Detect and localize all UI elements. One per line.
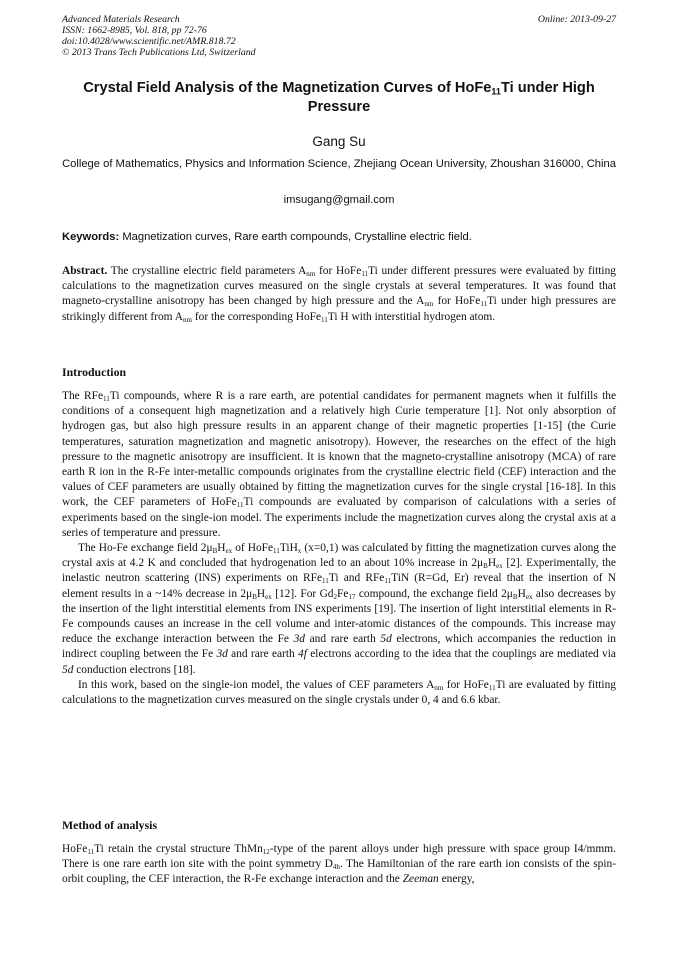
intro-paragraph-1: The RFe$_{11}$Ti compounds, where R is a rare earth, are potential candidates for permanent magnets when it fulfills the conditions of a consequent high magnetization and a relatively high Curie temperature [1]. Not only absorption of hydrogen gas, but also high pressure results in an apparent change of their magnetic properties [1-15] (the Curie temperatures, saturation magnetization and magnetic anisotropy). However, the researches on the effect of the high pressure to the magnetic anisotropy are insufficient. It is known that the magneto-crystalline anisotropy (MCA) of rare earth R ion in the R-Fe inter-metallic compounds originates from the crystalline electric field (CEF) interaction and the values of CEF parameters are usually obtained by fitting the magnetization curves for the single crystal [16-18]. In this work, the CEF parameters of HoFe$_{11}$Ti compounds are evaluated by comparison of calculations with a series of experiments based on the single-ion model. The experiments include the magnetization curves along the crystal axis at a series of temperature and pressure. <box>62 390 616 539</box>
issn-line: ISSN: 1662-8985, Vol. 818, pp 72-76 <box>62 25 207 36</box>
doi-line: doi:10.4028/www.scientific.net/AMR.818.72 <box>62 36 236 47</box>
paper-title: Crystal Field Analysis of the Magnetization Curves of HoFe$_{11}$Ti under High Pressure <box>83 80 595 115</box>
intro-paragraph-3: In this work, based on the single-ion model, the values of CEF parameters $A_{nm}$ for HoFe$_{11}$Ti are evaluated by fitting calculations to the magnetization curves measured on the single crystals under 0, 4 and 6.6 kbar. <box>62 678 616 707</box>
abstract-label: Abstract. <box>62 265 108 277</box>
method-heading: Method of analysis <box>62 818 158 832</box>
intro-paragraph-2: The Ho-Fe exchange field $2\mu_BH_{ex}$ of HoFe$_{11}$TiH$_x$ (x=0,1) was calculated by fitting the magnetization curves along the crystal axis at 4.2 K and concluded that hydrogenation led to an about 10% increase in $2\mu_BH_{ex}$ [2]. Experimentally, the inelastic neutron scattering (INS) experiments on RFe$_{11}$Ti and RFe$_{11}$TiN (R=Gd, Er) reveal that the insertion of N element results in a ~14% decrease in $2\mu_BH_{ex}$ [12]. For $Gd_2Fe_{17}$ compound, the exchange field $2\mu_BH_{ex}$ also decreases by the insertion of the light interstitial elements from INS experiments [19]. The insertion of light interstitial elements in R-Fe compounds causes an increase in the cell volume and inter-atomic distances of the compounds. This increase may reduce the exchange interaction between the Fe 3d and rare earth 5d electrons, which accompanies the reduction in indirect coupling between the Fe 3d and rare earth 4f electrons according to the idea that the couplings are mediated via 5d conduction electrons [18]. <box>62 542 616 676</box>
author-affiliation: College of Mathematics, Physics and Information Science, Zhejiang Ocean University, Zhoushan 316000, China <box>62 158 616 170</box>
keywords-line <box>62 230 616 245</box>
keywords-text: Magnetization curves, Rare earth compounds, Crystalline electric field. <box>122 231 472 243</box>
online-date: Online: 2013-09-27 <box>537 14 616 25</box>
method-body <box>62 842 616 888</box>
abstract-paragraph: Abstract. The crystalline electric field parameters $A_{nm}$ for HoFe$_{11}$Ti under different pressures were evaluated by fitting calculations to the magnetization curves measured on the single crystals at several temperatures. It was found that magneto-crystalline anisotropy has been changed by high pressure and the $A_{nm}$ for HoFe$_{11}$Ti under high pressures are strikingly different from $A_{nm}$ for the corresponding HoFe$_{11}$Ti H with interstitial hydrogen atom. <box>62 265 616 324</box>
author-email: imsugang@gmail.com <box>283 194 395 206</box>
author-name: Gang Su <box>312 134 366 149</box>
introduction-heading: Introduction <box>62 365 127 379</box>
method-paragraph-1: HoFe$_{11}$Ti retain the crystal structure ThMn$_{12}$-type of the parent alloys under high pressure with space group I4/mmm. There is one rare earth ion site with the point symmetry $D_{4h}$. The Hamiltonian of the rare earth ion consists of the spin-orbit coupling, the CEF interaction, the R-Fe exchange interaction and the Zeeman energy, <box>62 843 616 886</box>
journal-header <box>62 14 616 58</box>
journal-name: Advanced Materials Research <box>62 14 180 25</box>
introduction-body <box>62 389 616 708</box>
keywords-label: Keywords: <box>62 231 120 243</box>
copyright-line: © 2013 Trans Tech Publications Ltd, Switzerland <box>62 47 256 58</box>
